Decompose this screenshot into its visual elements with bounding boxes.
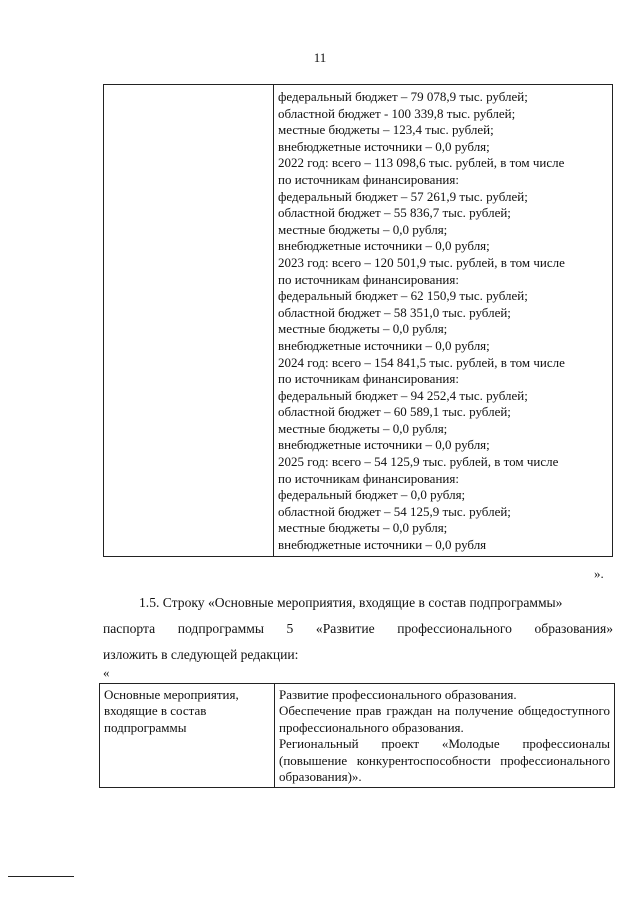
financing-line: 2023 год: всего – 120 501,9 тыс. рублей, в том числе bbox=[278, 254, 565, 270]
financing-line: 2022 год: всего – 113 098,6 тыс. рублей, в том числе bbox=[278, 155, 565, 171]
financing-line: местные бюджеты – 0,0 рубля; bbox=[278, 321, 448, 337]
activities-label-cell bbox=[100, 684, 275, 788]
financing-line: внебюджетные источники – 0,0 рубля; bbox=[278, 437, 490, 453]
financing-line: областной бюджет – 60 589,1 тыс. рублей; bbox=[278, 404, 511, 420]
financing-line: местные бюджеты – 123,4 тыс. рублей; bbox=[278, 122, 494, 138]
financing-line: областной бюджет - 100 339,8 тыс. рублей; bbox=[278, 105, 516, 121]
opening-quote: « bbox=[103, 665, 110, 680]
activities-table bbox=[99, 683, 615, 788]
activities-content-cell bbox=[275, 684, 615, 788]
financing-line: федеральный бюджет – 0,0 рубля; bbox=[278, 487, 466, 503]
closing-quote: ». bbox=[594, 566, 604, 581]
financing-line: федеральный бюджет – 57 261,9 тыс. рублей; bbox=[278, 188, 528, 204]
financing-table bbox=[103, 84, 613, 557]
financing-line: по источникам финансирования: bbox=[278, 171, 459, 187]
financing-line: по источникам финансирования: bbox=[278, 371, 459, 387]
financing-line: федеральный бюджет – 94 252,4 тыс. рублей; bbox=[278, 387, 528, 403]
financing-line: внебюджетные источники – 0,0 рубля bbox=[278, 537, 487, 553]
paragraph-line: изложить в следующей редакции: bbox=[103, 647, 299, 662]
financing-line: внебюджетные источники – 0,0 рубля; bbox=[278, 238, 490, 254]
activity-item: Обеспечение прав граждан на получение общедоступного профессионального образования. bbox=[279, 703, 610, 735]
financing-line: внебюджетные источники – 0,0 рубля; bbox=[278, 337, 490, 353]
financing-line: местные бюджеты – 0,0 рубля; bbox=[278, 520, 448, 536]
paragraph-line: паспорта подпрограммы 5 «Развитие профессионального образования» bbox=[103, 621, 613, 636]
financing-label-cell bbox=[104, 85, 274, 557]
page-number: 11 bbox=[313, 50, 327, 65]
financing-line: местные бюджеты – 0,0 рубля; bbox=[278, 420, 448, 436]
financing-line: областной бюджет – 54 125,9 тыс. рублей; bbox=[278, 503, 511, 519]
financing-line: по источникам финансирования: bbox=[278, 470, 459, 486]
financing-line: внебюджетные источники – 0,0 рубля; bbox=[278, 138, 490, 154]
activities-label: Основные мероприятия, входящие в состав подпрограммы bbox=[104, 687, 239, 735]
activity-item: Региональный проект «Молодые профессионалы (повышение конкурентоспособности профессионального образования)». bbox=[279, 736, 610, 785]
financing-line: 2025 год: всего – 54 125,9 тыс. рублей, в том числе bbox=[278, 454, 559, 470]
financing-line: областной бюджет – 55 836,7 тыс. рублей; bbox=[278, 205, 511, 221]
financing-line: федеральный бюджет – 79 078,9 тыс. рублей; bbox=[278, 89, 528, 104]
financing-values-cell bbox=[274, 85, 613, 557]
financing-line: местные бюджеты – 0,0 рубля; bbox=[278, 221, 448, 237]
paragraph-line: 1.5. Строку «Основные мероприятия, входящие в состав подпрограммы» bbox=[139, 595, 563, 610]
financing-line: 2024 год: всего – 154 841,5 тыс. рублей, в том числе bbox=[278, 354, 565, 370]
financing-line: федеральный бюджет – 62 150,9 тыс. рублей; bbox=[278, 288, 528, 304]
amendment-paragraph bbox=[103, 590, 613, 668]
financing-line: по источникам финансирования: bbox=[278, 271, 459, 287]
activity-item: Развитие профессионального образования. bbox=[279, 687, 517, 702]
financing-line: областной бюджет – 58 351,0 тыс. рублей; bbox=[278, 304, 511, 320]
footnote-rule bbox=[8, 876, 74, 877]
